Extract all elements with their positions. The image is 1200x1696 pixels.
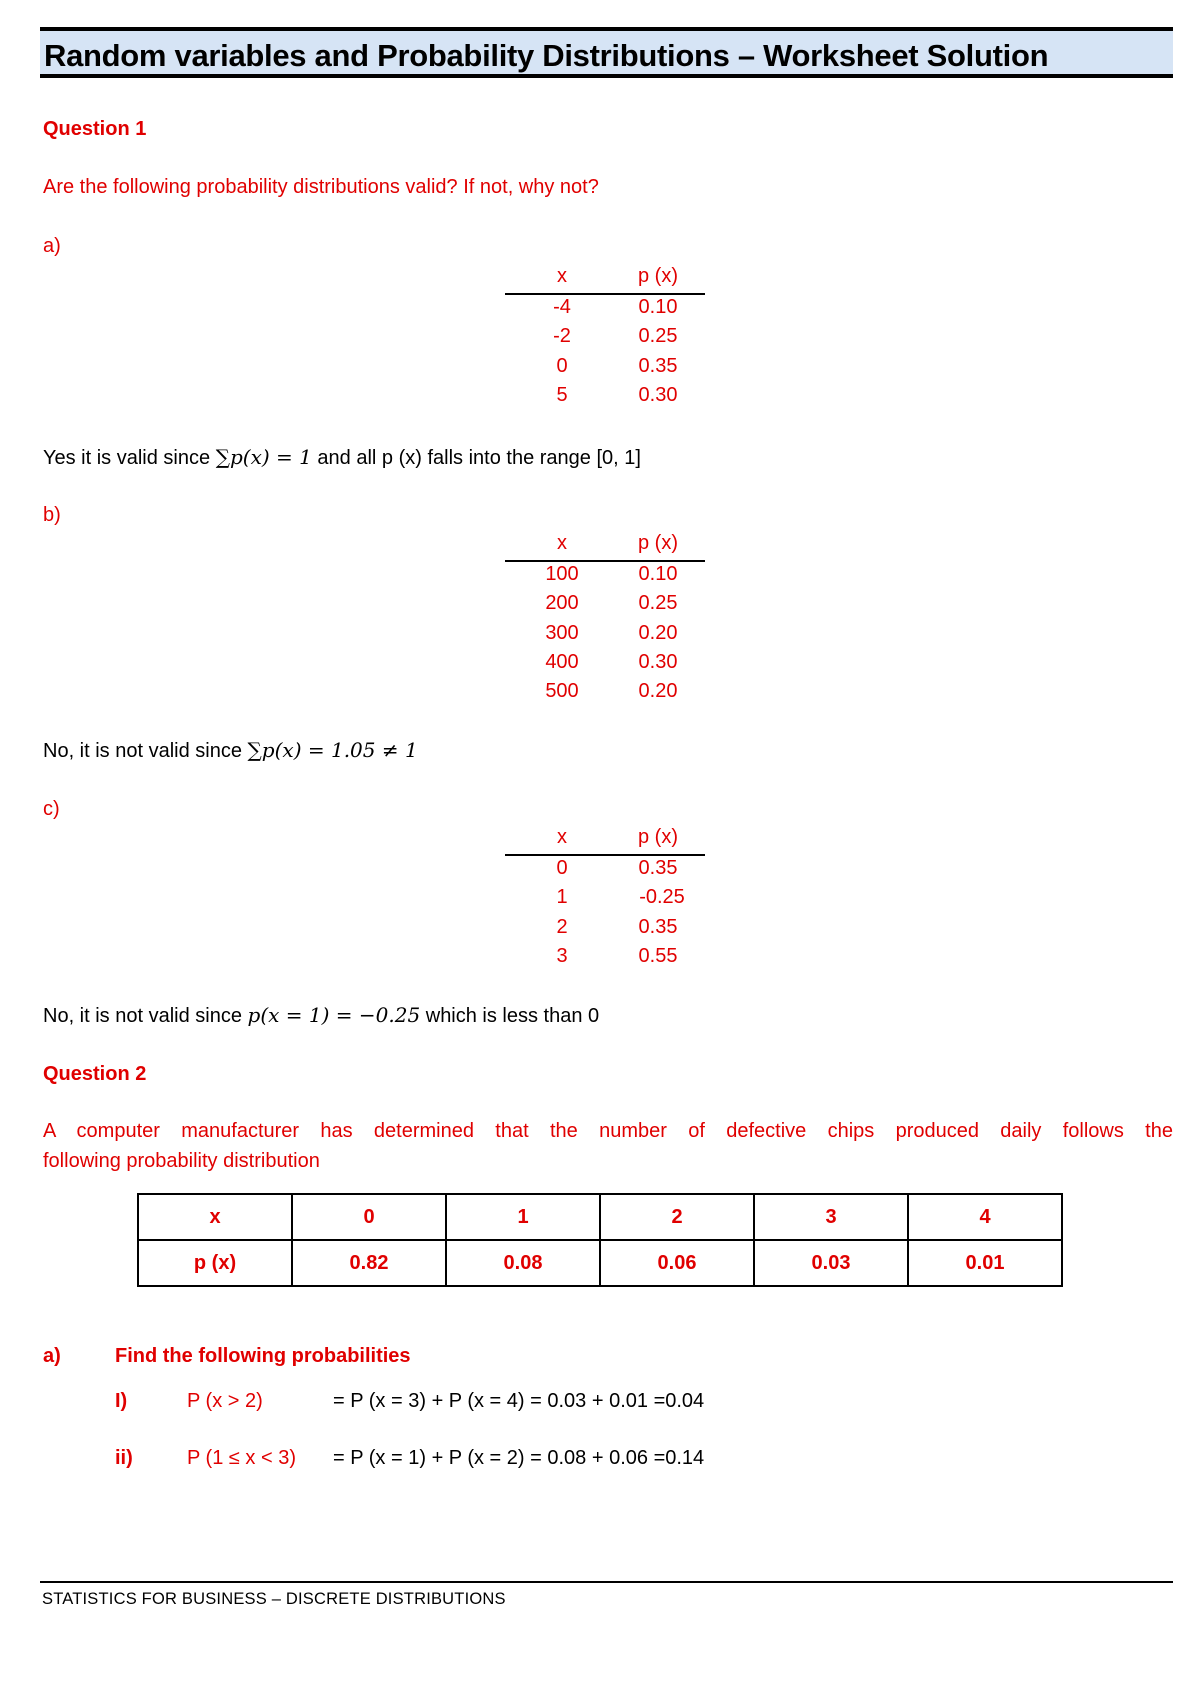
answer-formula: ∑p(x) = 1 [215,445,312,469]
item-number: I) [115,1390,128,1412]
answer-formula: ∑p(x) = 1.05 ≠ 1 [247,738,418,762]
cell-px: -0.25 [639,886,685,908]
cell-x: 200 [545,592,579,614]
distribution-table-b [505,532,705,712]
cell-px: 0.06 [600,1240,754,1286]
q2-part-a-text: Find the following probabilities [115,1345,411,1367]
distribution-table-a [505,265,705,415]
cell-x: 300 [545,622,579,644]
cell-px: 0.01 [908,1240,1062,1286]
part-b-label: b) [43,504,61,526]
answer-c [43,1003,599,1028]
cell-px: 0.35 [638,355,678,377]
header-px: p (x) [638,265,678,287]
defective-chips-table [137,1193,1063,1287]
cell-x: 1 [446,1194,600,1240]
cell-px: 0.10 [638,563,678,585]
page-title: Random variables and Probability Distributions – Worksheet Solution [44,38,1049,73]
answer-text-tail: which is less than 0 [420,1005,600,1027]
answer-a [43,445,641,470]
cell-x: 5 [556,384,568,406]
header-x: x [138,1194,292,1240]
cell-x: 400 [545,651,579,673]
cell-x: 3 [754,1194,908,1240]
cell-px: 0.82 [292,1240,446,1286]
item-expression: P (1 ≤ x < 3) [187,1447,296,1469]
answer-text: No, it is not valid since [43,1005,248,1027]
cell-x: -4 [553,296,571,318]
footer-divider [40,1581,1173,1583]
question-2-prompt-line2: following probability distribution [43,1150,320,1172]
cell-px: 0.20 [638,680,678,702]
item-answer: = P (x = 3) + P (x = 4) = 0.03 + 0.01 =0.04 [333,1390,705,1412]
cell-px: 0.55 [638,945,678,967]
answer-formula: p(x = 1) = −0.25 [247,1003,421,1027]
cell-x: 0 [292,1194,446,1240]
cell-x: 4 [908,1194,1062,1240]
item-expression: P (x > 2) [187,1390,263,1412]
part-c-label: c) [43,798,60,820]
item-answer: = P (x = 1) + P (x = 2) = 0.08 + 0.06 =0.14 [333,1447,705,1469]
answer-b [43,738,418,763]
table-header [505,532,705,562]
distribution-table-c [505,826,705,976]
cell-x: 500 [545,680,579,702]
table-row-px [138,1240,1062,1286]
cell-x: 100 [545,563,579,585]
item-number: ii) [115,1447,133,1469]
cell-px: 0.10 [638,296,678,318]
table-row-x [138,1194,1062,1240]
cell-x: 0 [556,857,568,879]
question-2-heading: Question 2 [43,1063,147,1085]
cell-px: 0.08 [446,1240,600,1286]
q2-part-a-label: a) [43,1345,61,1367]
header-px: p (x) [138,1240,292,1286]
cell-px: 0.30 [638,384,678,406]
page-footer: STATISTICS FOR BUSINESS – DISCRETE DISTRIBUTIONS [42,1590,506,1608]
header-x: x [557,265,567,287]
cell-px: 0.35 [638,916,678,938]
answer-text-tail: and all p (x) falls into the range [0, 1] [311,447,641,469]
cell-x: 2 [600,1194,754,1240]
part-a-label: a) [43,235,61,257]
cell-px: 0.03 [754,1240,908,1286]
header-x: x [557,826,567,848]
question-1-prompt: Are the following probability distributions valid? If not, why not? [43,176,599,198]
header-px: p (x) [638,826,678,848]
cell-x: 0 [556,355,568,377]
cell-x: 2 [556,916,568,938]
cell-px: 0.30 [638,651,678,673]
question-2-prompt-line1: A computer manufacturer has determined that the number of defective chips produced daily follows the [43,1120,1173,1142]
table-header [505,826,705,856]
answer-text: No, it is not valid since [43,740,248,762]
cell-x: 1 [556,886,568,908]
cell-x: -2 [553,325,571,347]
header-px: p (x) [638,532,678,554]
cell-px: 0.25 [638,325,678,347]
question-1-heading: Question 1 [43,118,147,140]
cell-px: 0.20 [638,622,678,644]
header-x: x [557,532,567,554]
cell-x: 3 [556,945,568,967]
answer-text: Yes it is valid since [43,447,216,469]
table-header [505,265,705,295]
cell-px: 0.35 [638,857,678,879]
cell-px: 0.25 [638,592,678,614]
